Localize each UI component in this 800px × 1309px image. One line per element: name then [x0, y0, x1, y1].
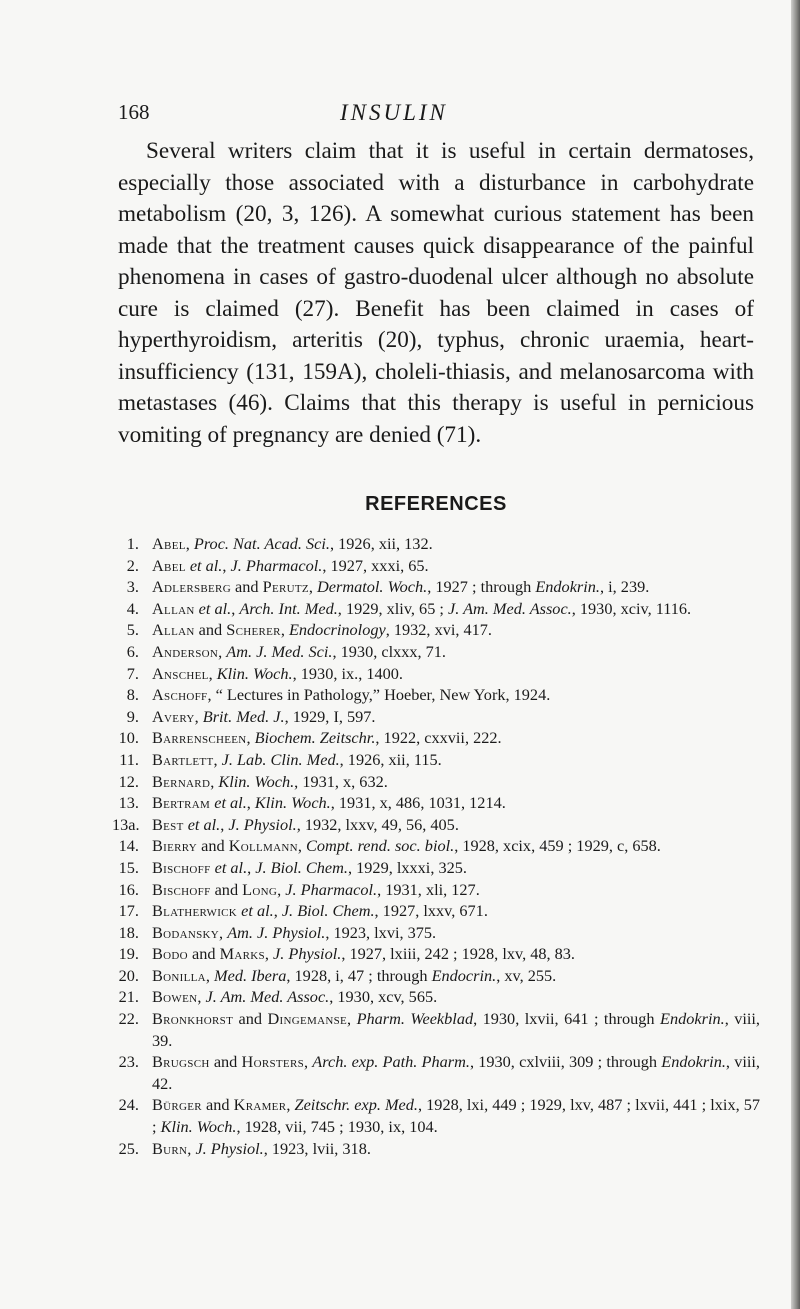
reference-text: , [218, 641, 227, 661]
reference-author: Kollmann [228, 836, 298, 856]
reference-author: Bernard [152, 771, 211, 791]
reference-item [112, 1094, 760, 1137]
reference-number: 9. [126, 706, 139, 726]
reference-author: Aschoff [152, 685, 208, 705]
reference-journal: J. Physiol. [228, 814, 297, 834]
reference-author: Burn [152, 1138, 188, 1158]
reference-item [112, 1138, 760, 1160]
reference-text: , [194, 706, 203, 726]
reference-journal: Arch. Int. Med. [239, 598, 338, 618]
reference-text: , viii, 39. [152, 1009, 761, 1050]
reference-number: 1. [126, 534, 139, 553]
reference-number: 8. [126, 685, 139, 705]
reference-journal: Proc. Nat. Acad. Sci. [193, 534, 330, 553]
reference-text: , [197, 987, 206, 1007]
reference-text: and [187, 944, 220, 964]
reference-journal: Zeitschr. exp. Med. [294, 1095, 418, 1115]
reference-number: 24. [118, 1095, 139, 1115]
reference-text: , [222, 555, 231, 575]
reference-text: , [264, 944, 274, 964]
reference-author: Bonilla [152, 965, 206, 985]
reference-journal: Pharm. Weekblad [356, 1009, 474, 1029]
references-heading: REFERENCES [365, 493, 507, 515]
reference-journal: Biochem. Zeitschr. [254, 728, 376, 748]
reference-item [112, 814, 760, 836]
references-list [112, 533, 760, 1159]
reference-item [112, 598, 760, 620]
reference-author: Abel [152, 555, 186, 575]
reference-author: Allan [152, 620, 195, 640]
reference-text: , 1928, i, 47 ; through [286, 965, 432, 985]
reference-text: , [205, 965, 215, 985]
reference-item [112, 1051, 760, 1094]
reference-author: Bartlett [152, 749, 214, 769]
reference-author: Best [152, 814, 184, 834]
reference-journal: Endokrin. [535, 577, 600, 597]
reference-author: Brugsch [152, 1052, 210, 1072]
reference-item [112, 922, 760, 944]
reference-text: , viii, 42. [152, 1052, 760, 1093]
reference-text: , [247, 857, 256, 877]
reference-item [112, 576, 760, 598]
reference-text: , 1930, lxvii, 641 ; through [473, 1009, 661, 1029]
reference-text: , [185, 534, 194, 553]
reference-journal: J. Biol. Chem. [281, 901, 375, 921]
reference-journal: Med. Ibera [214, 965, 287, 985]
reference-item [112, 792, 760, 814]
reference-number: 12. [118, 771, 139, 791]
reference-item [112, 555, 760, 577]
reference-number: 11. [119, 749, 139, 769]
reference-text: , 1929, xliv, 65 ; [337, 598, 448, 618]
reference-text: , [280, 620, 289, 640]
reference-journal: et al. [187, 814, 221, 834]
reference-text: and [233, 1009, 268, 1029]
reference-text: and [201, 1095, 234, 1115]
reference-text: and [230, 577, 263, 597]
reference-journal: J. Pharmacol. [285, 879, 378, 899]
body-paragraph: Several writers claim that it is useful in certain dermatoses, especially those associated with a disturbance in carbohydrate metabolism (20, 3, 126). A somewhat curious statement has been made that the treatment causes quick disappearance of the painful phenomena in cases of gastro-duodenal ulcer although no absolute cure is claimed (27). Benefit has been claimed in cases of hyperthyroidism, arteritis (20), typhus, chronic uraemia, heart-insufficiency (131, 159A), choleli-thiasis, and melanosarcoma with metastases (46). Claims that this therapy is useful in pernicious vomiting of pregnancy are denied (71). [118, 138, 754, 448]
reference-text: , [308, 577, 318, 597]
reference-author: Long [242, 879, 278, 899]
reference-text: , 1929, I, 597. [284, 706, 376, 726]
reference-author: Anschel [152, 663, 209, 683]
reference-number: 15. [118, 857, 139, 877]
reference-journal: J. Lab. Clin. Med. [221, 749, 340, 769]
reference-author: Bierry [152, 836, 198, 856]
reference-number: 14. [118, 836, 139, 856]
reference-item [112, 986, 760, 1008]
reference-item [112, 749, 760, 771]
reference-author: Horsters [241, 1052, 304, 1072]
reference-journal: J. Am. Med. Assoc. [448, 598, 572, 618]
reference-journal: Klin. Woch. [254, 793, 331, 813]
reference-number: 13a. [112, 814, 140, 834]
reference-text: , 1931, x, 486, 1031, 1214. [330, 793, 506, 813]
reference-text: , 1927, lxxv, 671. [374, 901, 488, 921]
reference-journal: Am. J. Med. Sci. [226, 641, 333, 661]
reference-text: , 1923, lvii, 318. [263, 1138, 371, 1158]
reference-text: , [220, 814, 229, 834]
reference-text: , 1928, vii, 745 ; 1930, ix, 104. [236, 1117, 438, 1137]
reference-journal: Am. J. Physiol. [227, 922, 326, 942]
reference-item [112, 706, 760, 728]
reference-text: , [208, 663, 217, 683]
reference-number: 22. [118, 1009, 139, 1029]
reference-text: , 1927 ; through [427, 577, 536, 597]
reference-item [112, 900, 760, 922]
reference-text: , 1926, xii, 132. [329, 534, 433, 553]
reference-text: , [277, 879, 286, 899]
reference-journal: Endokrin. [660, 1009, 725, 1029]
reference-journal: et al. [198, 598, 232, 618]
reference-author: Avery [152, 706, 195, 726]
reference-author: Adlersberg [152, 577, 231, 597]
reference-text: , 1927, xxxi, 65. [322, 555, 429, 575]
reference-journal: Endocrinology [288, 620, 386, 640]
reference-text: and [210, 879, 243, 899]
reference-journal: et al. [189, 555, 223, 575]
reference-journal: Endokrin. [661, 1052, 726, 1072]
reference-item [112, 533, 760, 555]
reference-author: Allan [152, 598, 195, 618]
reference-author: Scherer [226, 620, 281, 640]
reference-author: Bertram [152, 793, 211, 813]
reference-item [112, 727, 760, 749]
reference-journal: et al. [214, 857, 248, 877]
reference-text: , 1927, lxiii, 242 ; 1928, lxv, 48, 83. [341, 944, 575, 964]
reference-text: , [219, 922, 228, 942]
reference-number: 6. [126, 641, 139, 661]
reference-journal: Klin. Woch. [160, 1117, 237, 1137]
reference-text: , [297, 836, 307, 856]
reference-author: Kramer [233, 1095, 287, 1115]
reference-author: Abel [152, 534, 186, 553]
reference-author: Dingemanse [267, 1009, 348, 1029]
reference-journal: J. Am. Med. Assoc. [205, 987, 330, 1007]
reference-text: , 1932, lxxv, 49, 56, 405. [296, 814, 459, 834]
reference-number: 10. [118, 728, 139, 748]
reference-item [112, 835, 760, 857]
reference-text: , [246, 793, 255, 813]
page-header [118, 100, 758, 130]
reference-number: 13. [118, 793, 139, 813]
reference-text: , i, 239. [600, 577, 650, 597]
reference-author: Marks [219, 944, 265, 964]
reference-text: , [187, 1138, 196, 1158]
reference-author: Bodo [152, 944, 188, 964]
reference-journal: J. Physiol. [195, 1138, 264, 1158]
reference-journal: et al. [214, 793, 247, 813]
reference-number: 16. [118, 879, 139, 899]
reference-item [112, 684, 760, 706]
reference-number: 7. [126, 663, 139, 683]
reference-text: , 1930, clxxx, 71. [332, 641, 447, 661]
reference-text: , [273, 901, 282, 921]
reference-author: Blatherwick [152, 901, 238, 921]
page-edge-shadow [791, 0, 800, 1309]
reference-author: Bronkhorst [152, 1009, 234, 1029]
reference-number: 2. [126, 555, 139, 575]
reference-item [112, 771, 760, 793]
reference-text: , [213, 749, 222, 769]
reference-text: , 1930, cxlviii, 309 ; through [469, 1052, 662, 1072]
reference-number: 5. [126, 620, 139, 640]
reference-journal: Klin. Woch. [216, 663, 293, 683]
reference-item [112, 641, 760, 663]
reference-text: , 1930, xciv, 1116. [571, 598, 692, 618]
reference-author: Bodansky [152, 922, 220, 942]
reference-journal: et al. [241, 901, 274, 921]
reference-text: , [304, 1052, 313, 1072]
reference-journal: Endocrin. [431, 965, 497, 985]
reference-text: , xv, 255. [496, 965, 557, 985]
reference-text: , [210, 771, 219, 791]
reference-journal: Klin. Woch. [218, 771, 295, 791]
reference-text: and [209, 1052, 242, 1072]
reference-journal: J. Physiol. [273, 944, 342, 964]
reference-number: 25. [118, 1138, 139, 1158]
reference-item [112, 857, 760, 879]
reference-item [112, 943, 760, 965]
reference-text: , 1929, lxxxi, 325. [348, 857, 467, 877]
reference-author: Bürger [152, 1095, 202, 1115]
reference-item [112, 1008, 760, 1051]
reference-number: 18. [118, 922, 139, 942]
running-head: INSULIN [340, 100, 448, 125]
reference-text: , 1928, lxi, 449 ; 1929, lxv, 487 ; lxvii, 441 ; lxix, 57 ; [152, 1095, 761, 1137]
reference-number: 20. [118, 965, 139, 985]
reference-author: Anderson [152, 641, 219, 661]
reference-journal: J. Pharmacol. [230, 555, 323, 575]
reference-author: Bischoff [152, 857, 211, 877]
reference-author: Bowen [152, 987, 198, 1007]
reference-author: Bischoff [152, 879, 211, 899]
reference-number: 19. [118, 944, 139, 964]
reference-text: , 1932, xvi, 417. [385, 620, 493, 640]
reference-journal: Arch. exp. Path. Pharm. [312, 1052, 470, 1072]
reference-author: Barrenscheen [152, 728, 247, 748]
reference-number: 4. [126, 598, 139, 618]
reference-number: 3. [126, 577, 139, 597]
reference-journal: Brit. Med. J. [202, 706, 285, 726]
reference-text: , 1923, lxvi, 375. [325, 922, 437, 942]
reference-journal: Dermatol. Woch. [317, 577, 428, 597]
reference-text: , [246, 728, 255, 748]
reference-text: , 1931, x, 632. [294, 771, 388, 791]
page-number: 168 [118, 100, 150, 124]
reference-text: , 1928, xcix, 459 ; 1929, c, 658. [454, 836, 661, 856]
reference-text: , “ Lectures in Pathology,” Hoeber, New York, 1924. [207, 685, 551, 705]
reference-journal: J. Biol. Chem. [255, 857, 348, 877]
reference-text: and [197, 836, 229, 856]
reference-author: Perutz [262, 577, 309, 597]
reference-item [112, 879, 760, 901]
reference-text: , [286, 1095, 295, 1115]
reference-text: , [347, 1009, 357, 1029]
reference-item [112, 965, 760, 987]
reference-text: , [231, 598, 240, 618]
reference-number: 17. [118, 901, 139, 921]
reference-text: , 1930, xcv, 565. [329, 987, 438, 1007]
reference-text: , 1931, xli, 127. [377, 879, 480, 899]
reference-text: , 1930, ix., 1400. [292, 663, 403, 683]
reference-text: , 1922, cxxvii, 222. [375, 728, 502, 748]
reference-text: , 1926, xii, 115. [339, 749, 442, 769]
reference-item [112, 619, 760, 641]
reference-journal: Compt. rend. soc. biol. [306, 836, 455, 856]
reference-number: 21. [118, 987, 139, 1007]
reference-text: and [194, 620, 227, 640]
reference-number: 23. [118, 1052, 139, 1072]
reference-item [112, 663, 760, 685]
